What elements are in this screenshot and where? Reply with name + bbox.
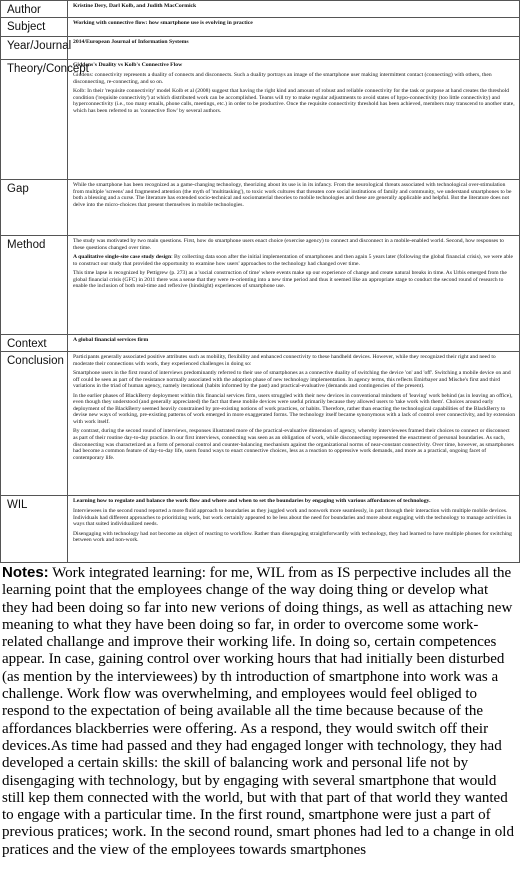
subject-text: Working with connective flow: how smartphone use is evolving in practice xyxy=(73,20,253,26)
year-journal-label: Year/Journal xyxy=(1,37,68,60)
row-conclusion xyxy=(1,352,520,496)
row-year-journal xyxy=(1,37,520,60)
conclusion-paragraph: By contrast, during the second round of interviews, responses illustrated more of the practical-evaluative dimension of agency, whereby interviewees framed their choices to connect or disconnect as part of their routine day-to-day practice. In our first interviews, connecting was seen as an obligation of work, while disconnecting represented the enactment of personal boundaries. As such, disconnecting was characterized as a form of personal control and counter-balancing mechanism against the organizational norms of near-constant connectivity. Over time, however, as smartphones had become a common feature of day-to-day life, users found ways to enact connective choices, less as a reaction to oppressive work demands, and more as a practical, ongoing facet of contemporary life. xyxy=(73,428,514,461)
gap-value xyxy=(68,180,520,236)
notes-section xyxy=(2,564,516,859)
row-author xyxy=(1,1,520,18)
subject-value xyxy=(68,18,520,37)
row-subject xyxy=(1,18,520,37)
method-design-text: : By collecting data soon after the initial implementation of smartphones and then again 5 years later (following the global financial crisis), we were able to construct our study that provided the opportunity to examine how users' approaches to the technology had changed over time. xyxy=(73,254,513,267)
conclusion-paragraph: Participants generally associated positive attributes such as mobility, flexibility and enhanced connectivity to these handheld devices. However, while they recognized their right and need to moderate their connections with work, they experienced challenges in doing so: xyxy=(73,354,496,367)
year-journal-text: 2014/European Journal of Information Systems xyxy=(73,39,189,45)
conclusion-label: Conclusion xyxy=(1,352,68,496)
row-method xyxy=(1,236,520,335)
theory-concept-value xyxy=(68,60,520,180)
theory-paragraph: Kolb: In their 'requisite connectivity' model Kolb et al (2008) suggest that having the right kind and amount of robust and reliable connectivity for the task or purpose at hand creates the threshold condition ('requisite connectivity') at which distributed work can be accomplished. Teams will try to make regular adjustments to avoid states of hypo-connectivity (too little connectivity) and hyperconnectivity (i.e., too many emails, phone calls, meetings, etc.) in order to be productive. Once the requisite connectivity threshold has been achieved, members may transcend to another state, which has been referred to as 'connective flow' by several authors. xyxy=(73,88,515,114)
gap-label: Gap xyxy=(1,180,68,236)
conclusion-value xyxy=(68,352,520,496)
author-value xyxy=(68,1,520,18)
subject-label: Subject xyxy=(1,18,68,37)
row-wil xyxy=(1,496,520,563)
conclusion-paragraph: In the earlier phases of BlackBerry deployment within this financial services firm, users struggled with their new devices in conventional mindsets of 'leaving' work behind (as in leaving an office), even though they understood (and generally appreciated) the fact that these mobile devices were useful primarily because they allowed users to 'take work with them'. Choices around early deployment of the BlackBerry seemed heavily constrained by pre-existing notions of work practices, or habits. Therefore, rather than enacting the technological capabilities of the BlackBerry to devise new ways of working, pre-existing patterns of work emerged in more exaggerated forms. The technology itself became synonymous with a lack of control over connectivity, and by extension with work itself. xyxy=(73,392,515,425)
theory-heading: Giddens's Duality vs Kolb's Connective Flow xyxy=(73,62,183,68)
method-design-paragraph xyxy=(73,254,515,267)
method-paragraph: The study was motivated by two main questions. First, how do smartphone users enact choice (exercise agency) to connect and disconnect in a mobile-enabled world. Second, how responses to these questions changed over time. xyxy=(73,238,504,251)
year-journal-value xyxy=(68,37,520,60)
notes-label: Notes: xyxy=(2,564,49,581)
method-paragraph: This time lapse is recognized by Pettigrew (p. 273) as a 'social construction of time' where events make up our experience of change and create natural breaks in time. As Urbis emerged from the global financial crisis (GFC) in 2011 there was a sense that they were re-orienting into a new time period and thus it seemed like an appropriate stage to conduct the second round of research to enable the inclusion of both real-time and reflexive (hindsight) experiences of smartphone use. xyxy=(73,270,507,290)
wil-heading: Learning how to regulate and balance the work flow and where and when to set the boundaries by engaging with various affordances of technology. xyxy=(73,498,431,504)
theory-concept-label: Theory/Concept xyxy=(1,60,68,180)
author-text: Kristine Dery, Darl Kolb, and Judith MacCormick xyxy=(73,3,197,9)
gap-paragraph: While the smartphone has been recognized as a game-changing technology, theorizing about its use is in its infancy. From the neurological threats associated with technological over-stimulation from multiple 'screens' and fragmented attention (the myth of 'multitasking'), to toxic work cultures that threaten core social institutions of family and community, we understand smartphones to be both a blessing and a curse. The literature has extended socio-technical and sociomaterial theories to mobile technologies and these are generally applicable and helpful. But the literature does not delve into the micro-choices that present themselves in mobile technologies. xyxy=(73,182,512,208)
context-label: Context xyxy=(1,335,68,352)
method-label: Method xyxy=(1,236,68,335)
row-theory-concept xyxy=(1,60,520,180)
wil-paragraph: Disengaging with technology had not become an object of reacting to workflow. Rather than disengaging straightforwardly with technology, they had learned to have multiple phones for switching between work and non-work. xyxy=(73,530,512,544)
wil-value xyxy=(68,496,520,563)
row-context xyxy=(1,335,520,352)
method-value xyxy=(68,236,520,335)
wil-paragraph: Interviewees in the second round reported a more fluid approach to boundaries as they juggled work and nonwork more seamlessly, in part through their interaction with multiple mobile devices. Individuals had different approaches to prioritizing work, but work certainly appeared to be less about the need for boundaries and more about engaging with the technology to manage activities in ways that suited individualized needs. xyxy=(73,508,512,528)
author-label: Author xyxy=(1,1,68,18)
context-value xyxy=(68,335,520,352)
context-text: A global financial services firm xyxy=(73,337,149,343)
notes-text: Work integrated learning: for me, WIL from as IS perpective includes all the learning point that the employees change of the way doing thing or develop what they had been doing so far into new verions of doing things, as well as attaching new meaning to what they have been doing so far, in order to overcome some work-related challange and improve their working life. In doing so, certain competences appear. In case, gaining control over working hours that had initially been disturbed (as mention by the interviewees) by th introduction of smartphone into work was a challenge. Work flow was overwhelming, and employees would feel obliged to respond to the expectation of being available all the time because because of the affordances blackberries were offering. As a respond, they would switch off their devices.As time had passed and they had engaged longer with technology, they had developed a certain skills: the skill of balancing work and personal life not by disengaging with technology, but by engaging with several smartphone that would still kep them connected with the world, but with that part of that world they wanted to engage with a particular time. In the first round, smartphone were just a part of previous pratices; work. In the second round, smart phones had led to a change in old pratices and the view of the employees towards smartphones xyxy=(2,565,514,858)
wil-label: WIL xyxy=(1,496,68,563)
theory-paragraph: Giddens: connectivity represents a duality of connects and disconnects. Such a duality portrays an image of the smartphone user making intermittent contact (connecting) with others, then disconnecting, re-connecting, and so on. xyxy=(73,72,492,85)
method-design-label: A qualitative single-site case study design xyxy=(73,254,172,261)
row-gap xyxy=(1,180,520,236)
conclusion-paragraph: Smartphone users in the first round of interviews predominantly referred to their use of smartphones as a connective duality of switching the device 'on' and 'off'. Switching a mobile device on and off could be seen as part of the resistance normally associated with the adoption phase of new technology implementation. In agency terms, this reflects Emirbayer and Mische's first and third variations in the triad of human agency, namely iterational (habits informed by the past) and practical-evaluative (demands and contingencies of the present). xyxy=(73,370,511,390)
